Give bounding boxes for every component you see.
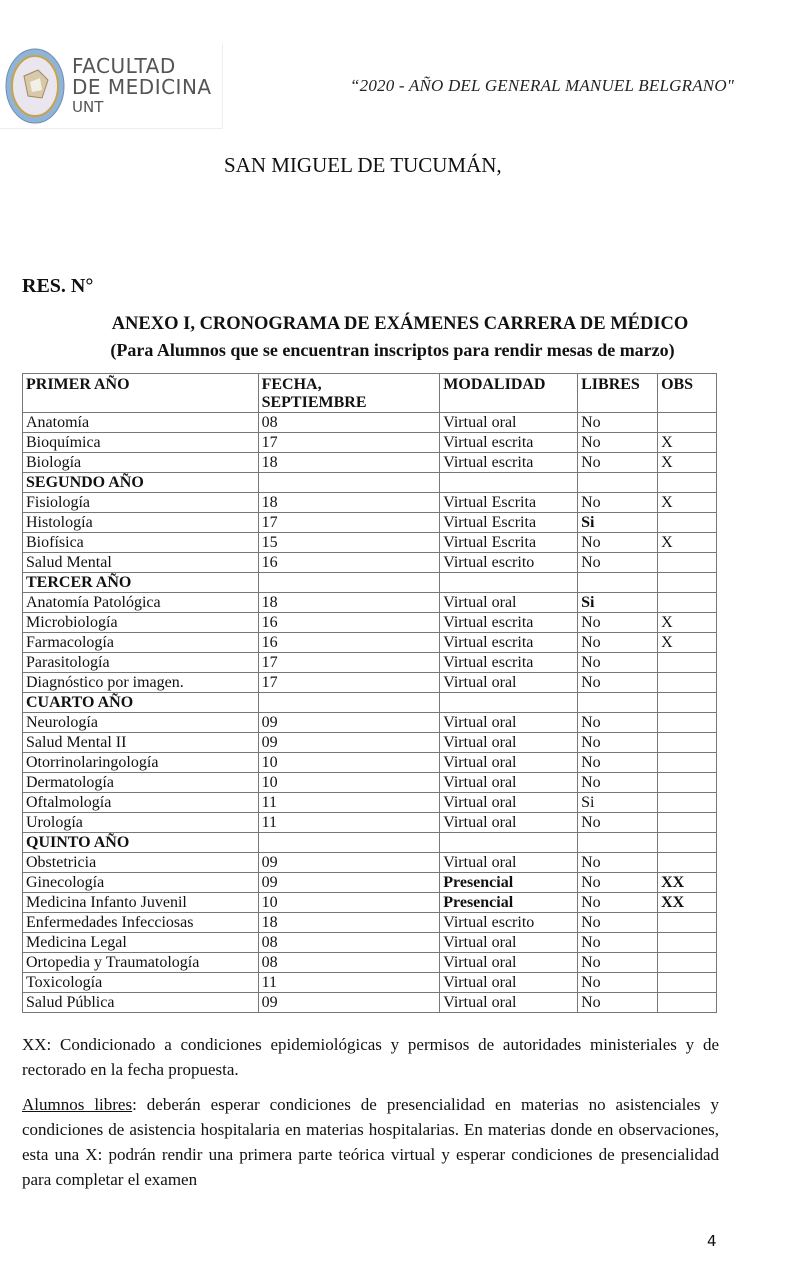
empty-cell [658, 833, 717, 853]
obs-cell [658, 513, 717, 533]
subject-cell: Ginecología [23, 873, 259, 893]
table-row [23, 433, 717, 453]
date-cell: 18 [258, 453, 440, 473]
obs-cell [658, 653, 717, 673]
obs-cell [658, 593, 717, 613]
header-subject: PRIMER AÑO [23, 374, 259, 413]
page-number: 4 [707, 1232, 717, 1250]
free-cell: No [578, 753, 658, 773]
free-cell: No [578, 813, 658, 833]
header-date-line1: FECHA, [261, 376, 322, 393]
date-cell: 08 [258, 953, 440, 973]
table-row [23, 613, 717, 633]
empty-cell [440, 473, 578, 493]
subject-cell: Farmacología [23, 633, 259, 653]
table-row [23, 633, 717, 653]
empty-cell [578, 573, 658, 593]
section-row [23, 693, 717, 713]
date-cell: 10 [258, 893, 440, 913]
table-row [23, 413, 717, 433]
date-cell: 17 [258, 433, 440, 453]
subject-cell: Obstetricia [23, 853, 259, 873]
date-cell: 11 [258, 813, 440, 833]
table-row [23, 673, 717, 693]
table-row [23, 513, 717, 533]
free-cell: No [578, 873, 658, 893]
free-cell: No [578, 893, 658, 913]
mode-cell: Virtual Escrita [440, 513, 578, 533]
subject-cell: Fisiología [23, 493, 259, 513]
mode-cell: Virtual oral [440, 993, 578, 1013]
mode-cell: Virtual Escrita [440, 493, 578, 513]
empty-cell [658, 473, 717, 493]
empty-cell [658, 573, 717, 593]
date-cell: 18 [258, 593, 440, 613]
subject-cell: Microbiología [23, 613, 259, 633]
table-row [23, 893, 717, 913]
table-row [23, 493, 717, 513]
date-cell: 15 [258, 533, 440, 553]
table-row [23, 913, 717, 933]
free-cell: No [578, 973, 658, 993]
date-cell: 18 [258, 493, 440, 513]
subject-cell: Biofísica [23, 533, 259, 553]
obs-cell [658, 813, 717, 833]
obs-cell [658, 733, 717, 753]
subject-cell: Oftalmología [23, 793, 259, 813]
free-cell: Si [578, 513, 658, 533]
mode-cell: Virtual Escrita [440, 533, 578, 553]
empty-cell [578, 693, 658, 713]
obs-cell [658, 793, 717, 813]
subject-cell: Salud Pública [23, 993, 259, 1013]
free-cell: Si [578, 593, 658, 613]
date-cell: 09 [258, 993, 440, 1013]
empty-cell [440, 573, 578, 593]
logo-line-faculty: FACULTAD [72, 54, 176, 79]
header-date [258, 374, 440, 413]
logo-line-unt: UNT [72, 98, 104, 117]
obs-cell [658, 673, 717, 693]
obs-cell: X [658, 493, 717, 513]
resolution-number-label: RES. N° [22, 275, 94, 297]
mode-cell: Virtual escrita [440, 633, 578, 653]
obs-cell: XX [658, 893, 717, 913]
mode-cell: Virtual oral [440, 413, 578, 433]
table-header-row [23, 374, 717, 413]
obs-cell: X [658, 433, 717, 453]
subject-cell: Dermatología [23, 773, 259, 793]
mode-cell: Presencial [440, 873, 578, 893]
mode-cell: Virtual oral [440, 793, 578, 813]
header-obs: OBS [658, 374, 717, 413]
free-cell: No [578, 993, 658, 1013]
mode-cell: Virtual escrita [440, 653, 578, 673]
mode-cell: Virtual oral [440, 933, 578, 953]
section-row [23, 573, 717, 593]
date-cell: 09 [258, 873, 440, 893]
section-row [23, 833, 717, 853]
mode-cell: Virtual oral [440, 773, 578, 793]
section-row [23, 473, 717, 493]
subject-cell: Neurología [23, 713, 259, 733]
date-cell: 16 [258, 613, 440, 633]
empty-cell [258, 833, 440, 853]
free-cell: No [578, 953, 658, 973]
obs-cell: X [658, 533, 717, 553]
free-cell: No [578, 413, 658, 433]
logo-line-medicine: DE MEDICINA [72, 75, 212, 100]
faculty-logo [0, 44, 223, 129]
table-row [23, 653, 717, 673]
free-cell: Si [578, 793, 658, 813]
obs-cell [658, 773, 717, 793]
mode-cell: Virtual oral [440, 973, 578, 993]
obs-cell: X [658, 613, 717, 633]
date-cell: 17 [258, 513, 440, 533]
subject-cell: Enfermedades Infecciosas [23, 913, 259, 933]
table-row [23, 953, 717, 973]
free-cell: No [578, 613, 658, 633]
mode-cell: Virtual oral [440, 733, 578, 753]
table-row [23, 553, 717, 573]
header-date-line2: SEPTIEMBRE [261, 394, 367, 411]
subject-cell: Salud Mental II [23, 733, 259, 753]
date-cell: 18 [258, 913, 440, 933]
section-title: QUINTO AÑO [23, 833, 259, 853]
subject-cell: Histología [23, 513, 259, 533]
obs-cell [658, 553, 717, 573]
table-row [23, 773, 717, 793]
subject-cell: Salud Mental [23, 553, 259, 573]
date-cell: 16 [258, 633, 440, 653]
date-cell: 10 [258, 753, 440, 773]
obs-cell [658, 933, 717, 953]
header-mode: MODALIDAD [440, 374, 578, 413]
date-cell: 10 [258, 773, 440, 793]
table-row [23, 453, 717, 473]
table-row [23, 933, 717, 953]
mode-cell: Virtual oral [440, 953, 578, 973]
obs-cell [658, 413, 717, 433]
subject-cell: Diagnóstico por imagen. [23, 673, 259, 693]
mode-cell: Virtual escrita [440, 453, 578, 473]
obs-cell [658, 753, 717, 773]
obs-cell [658, 953, 717, 973]
section-title: TERCER AÑO [23, 573, 259, 593]
table-row [23, 713, 717, 733]
free-cell: No [578, 653, 658, 673]
free-cell: No [578, 733, 658, 753]
free-cell: No [578, 633, 658, 653]
header-free: LIBRES [578, 374, 658, 413]
date-cell: 09 [258, 853, 440, 873]
subject-cell: Anatomía [23, 413, 259, 433]
table-row [23, 753, 717, 773]
table-row [23, 973, 717, 993]
table-row [23, 593, 717, 613]
free-cell: No [578, 853, 658, 873]
date-cell: 11 [258, 973, 440, 993]
subject-cell: Medicina Legal [23, 933, 259, 953]
obs-cell [658, 993, 717, 1013]
section-title: SEGUNDO AÑO [23, 473, 259, 493]
mode-cell: Virtual oral [440, 593, 578, 613]
annex-subtitle: (Para Alumnos que se encuentran inscriptos para rendir mesas de marzo) [110, 340, 675, 360]
mode-cell: Virtual escrito [440, 553, 578, 573]
empty-cell [578, 833, 658, 853]
mode-cell: Virtual oral [440, 713, 578, 733]
free-students-label: Alumnos libres [22, 1095, 133, 1114]
obs-cell: X [658, 633, 717, 653]
mode-cell: Virtual escrita [440, 613, 578, 633]
date-cell: 17 [258, 653, 440, 673]
table-row [23, 993, 717, 1013]
annex-title: ANEXO I, CRONOGRAMA DE EXÁMENES CARRERA DE MÉDICO [111, 314, 689, 334]
year-motto: “2020 - AÑO DEL GENERAL MANUEL BELGRANO" [350, 76, 735, 95]
mode-cell: Virtual oral [440, 853, 578, 873]
date-cell: 08 [258, 933, 440, 953]
obs-cell: XX [658, 873, 717, 893]
date-cell: 08 [258, 413, 440, 433]
table-row [23, 533, 717, 553]
free-cell: No [578, 913, 658, 933]
section-title: CUARTO AÑO [23, 693, 259, 713]
empty-cell [578, 473, 658, 493]
city-line: SAN MIGUEL DE TUCUMÁN, [224, 153, 502, 177]
free-cell: No [578, 713, 658, 733]
table-row [23, 853, 717, 873]
date-cell: 16 [258, 553, 440, 573]
free-cell: No [578, 433, 658, 453]
empty-cell [440, 693, 578, 713]
university-seal-icon [4, 46, 66, 126]
mode-cell: Virtual oral [440, 753, 578, 773]
free-students-note [22, 1092, 719, 1192]
obs-cell [658, 973, 717, 993]
mode-cell: Virtual oral [440, 813, 578, 833]
free-cell: No [578, 493, 658, 513]
empty-cell [440, 833, 578, 853]
subject-cell: Biología [23, 453, 259, 473]
table-row [23, 873, 717, 893]
subject-cell: Bioquímica [23, 433, 259, 453]
table-body [23, 413, 717, 1013]
subject-cell: Urología [23, 813, 259, 833]
free-cell: No [578, 673, 658, 693]
obs-cell [658, 913, 717, 933]
obs-cell [658, 853, 717, 873]
empty-cell [258, 693, 440, 713]
table-row [23, 793, 717, 813]
subject-cell: Otorrinolaringología [23, 753, 259, 773]
subject-cell: Toxicología [23, 973, 259, 993]
subject-cell: Parasitología [23, 653, 259, 673]
obs-cell [658, 713, 717, 733]
free-cell: No [578, 773, 658, 793]
date-cell: 09 [258, 733, 440, 753]
table-row [23, 733, 717, 753]
free-cell: No [578, 933, 658, 953]
obs-cell: X [658, 453, 717, 473]
date-cell: 11 [258, 793, 440, 813]
free-cell: No [578, 553, 658, 573]
xx-footnote: XX: Condicionado a condiciones epidemiológicas y permisos de autoridades ministeriales y de rectorado en la fecha propuesta. [22, 1035, 719, 1079]
empty-cell [258, 473, 440, 493]
free-cell: No [578, 533, 658, 553]
subject-cell: Ortopedia y Traumatología [23, 953, 259, 973]
free-cell: No [578, 453, 658, 473]
table-row [23, 813, 717, 833]
exam-schedule-table [22, 373, 717, 1013]
mode-cell: Virtual oral [440, 673, 578, 693]
mode-cell: Virtual escrita [440, 433, 578, 453]
subject-cell: Anatomía Patológica [23, 593, 259, 613]
free-students-text: : deberán esperar condiciones de presencialidad en materias no asistenciales y condiciones de asistencia hospitalaria en materias hospitalarias. En materias donde en observaciones, esta una X: podrán rendir una primera parte teórica virtual y esperar condiciones de presencialidad para completar el examen [22, 1095, 720, 1189]
mode-cell: Presencial [440, 893, 578, 913]
empty-cell [258, 573, 440, 593]
empty-cell [658, 693, 717, 713]
subject-cell: Medicina Infanto Juvenil [23, 893, 259, 913]
mode-cell: Virtual escrito [440, 913, 578, 933]
date-cell: 09 [258, 713, 440, 733]
date-cell: 17 [258, 673, 440, 693]
